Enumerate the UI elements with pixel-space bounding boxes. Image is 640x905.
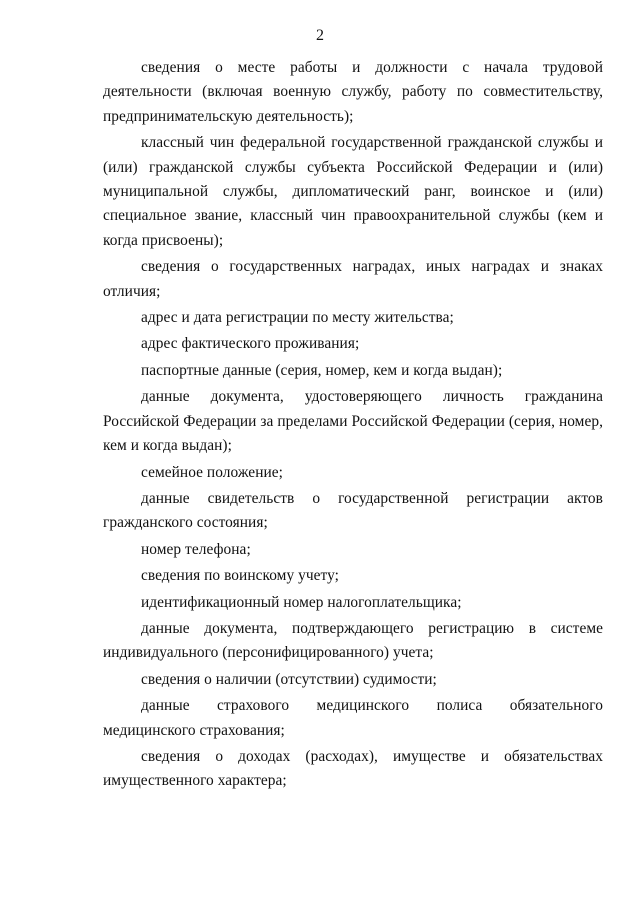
paragraph-income-property: сведения о доходах (расходах), имуществе и обязательствах имущественного характера;	[103, 747, 603, 790]
paragraph-registration-address: адрес и дата регистрации по месту жительства;	[141, 309, 454, 327]
page-number: 2	[316, 27, 324, 44]
paragraph-class-rank: классный чин федеральной государственной гражданской службы и (или) гражданской службы субъекта Российской Федерации и (или) муниципальной службы, дипломатический ранг, воинское и (или) специальное звание, классный чин правоохранительной службы (кем и когда присвоены);	[103, 134, 603, 249]
paragraph-work-history: сведения о месте работы и должности с начала трудовой деятельности (включая военную службу, работу по совместительству, предпринимательскую деятельность);	[103, 59, 603, 125]
paragraph-marital-status: семейное положение;	[141, 463, 283, 481]
paragraph-medical-insurance: данные страхового медицинского полиса обязательного медицинского страхования;	[103, 697, 603, 739]
document-body	[103, 56, 603, 796]
paragraph-civil-status-acts: данные свидетельств о государственной регистрации актов гражданского состояния;	[103, 489, 603, 532]
paragraph-phone-number: номер телефона;	[141, 540, 251, 558]
paragraph-passport-data: паспортные данные (серия, номер, кем и когда выдан);	[141, 361, 503, 379]
paragraph-military-registration: сведения по воинскому учету;	[141, 567, 339, 585]
paragraph-foreign-passport: данные документа, удостоверяющего личность гражданина Российской Федерации за пределами Российской Федерации (серия, номер, кем и когда выдан);	[103, 388, 603, 455]
paragraph-actual-address: адрес фактического проживания;	[141, 335, 360, 353]
paragraph-awards: сведения о государственных наградах, иных наградах и знаках отличия;	[103, 258, 603, 300]
paragraph-pension-registration: данные документа, подтверждающего регистрацию в системе индивидуального (персонифицированного) учета;	[103, 619, 603, 662]
paragraph-criminal-record: сведения о наличии (отсутствии) судимости;	[141, 670, 437, 688]
paragraph-taxpayer-id: идентификационный номер налогоплательщика;	[141, 593, 462, 611]
